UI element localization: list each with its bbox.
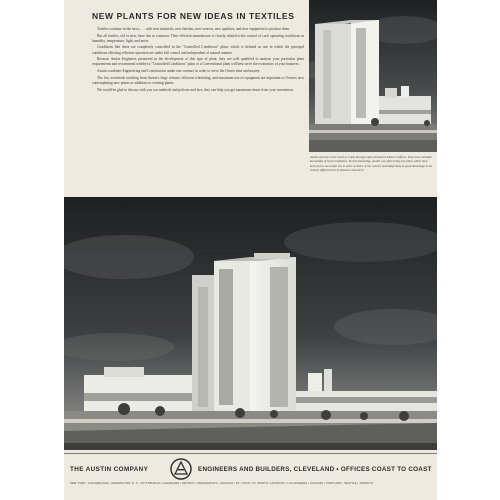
article-paragraph: We would be glad to discuss with you our methods and policies and how they can help you get maximum return from your investment. bbox=[97, 87, 294, 92]
photo-caption: Austin operates from Coast to Coast through eight permanent District Offices. They have valuable knowledge of local conditions. To this knowledge, Austin can often bring new ideas which have been put to successful use in other sections of the country and adapt them to good advantage to an entirely different line of business elsewhere. bbox=[310, 155, 432, 172]
company-tagline: ENGINEERS AND BUILDERS, CLEVELAND • OFFICES COAST TO COAST bbox=[198, 466, 432, 473]
plant-illustration-main bbox=[64, 197, 437, 450]
plant-photo-main bbox=[64, 197, 437, 450]
article-paragraph: Conditions like these are completely controlled in the "Controlled Conditions" plant, which is defined as one in which the principal conditions affecting efficient operation are under full control and independent of natural manner. bbox=[92, 45, 304, 55]
austin-logo-icon bbox=[170, 458, 192, 480]
office-cities: NEW YORK • PHILADELPHIA • WASHINGTON, D. C. • PITTSBURGH • CLEVELAND • DETROIT • INDIANAPOLIS • CHICAGO • ST. LOUIS • FT. WORTH • HOUSTON • LOS ANGELES • OAKLAND • PORTLAND • SEATTLE • TORONTO bbox=[70, 482, 374, 485]
article-paragraph: Austin combines Engineering and Construction under one contract in order to serve the Owner time and money. bbox=[97, 69, 261, 74]
plant-photo-small bbox=[309, 0, 437, 152]
plant-illustration-small bbox=[309, 0, 437, 152]
article-paragraph: Because Austin Engineers pioneered in the development of this type of plant, they are well qualified to analyze your particular plant requirements and recommend whether a "Controlled Conditions" plant or a Conventional plant will best serve the economics of your business. bbox=[92, 57, 304, 67]
article-heading: NEW PLANTS FOR NEW IDEAS IN TEXTILES bbox=[92, 11, 295, 21]
article-body bbox=[92, 27, 304, 199]
company-name: THE AUSTIN COMPANY bbox=[70, 466, 149, 473]
footer-rule bbox=[64, 453, 437, 454]
article-paragraph: The low overheads resulting from Austin's large volume, efficient scheduling, and maximum use of equipment are important to Owners now contemplating new plants or additions to existing plants. bbox=[92, 75, 304, 85]
article-paragraph: Textiles continue in the news . . . with new materials, new finishes, new weaves, new qualities, and new equipment to produce them. bbox=[97, 27, 291, 31]
article-paragraph: But all textiles, old or new, have this in common: Their efficient manufacture is closely related to the control of such operating conditions as humidity, temperature, light, and noise. bbox=[92, 33, 304, 43]
magazine-page bbox=[64, 0, 437, 500]
